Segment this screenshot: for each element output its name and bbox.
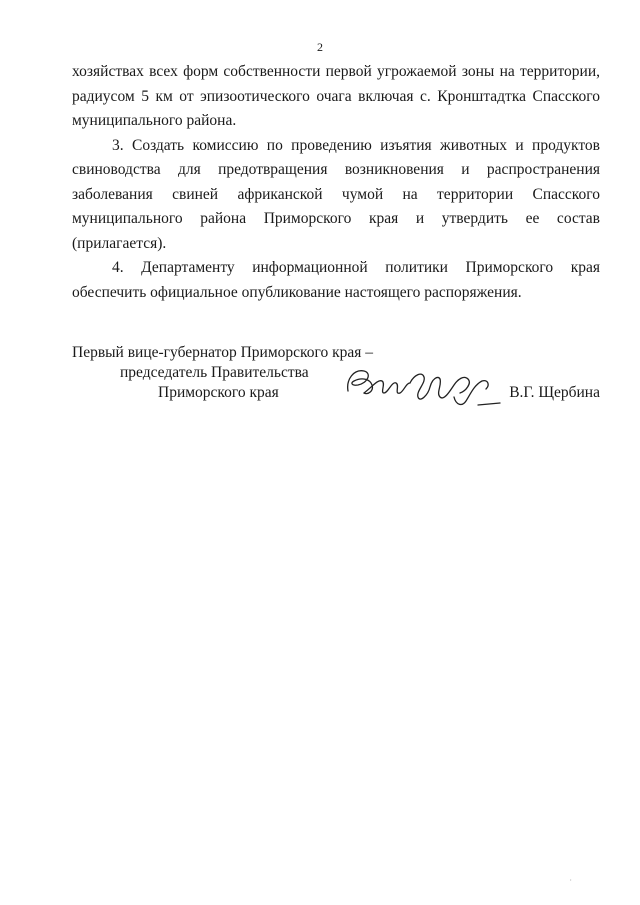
text-line: муниципального района. (72, 112, 237, 129)
text-line: свиноводства для предотвращения возникновения и распространения (72, 161, 600, 178)
signatory-name: В.Г. Щербина (509, 384, 600, 401)
paragraph-item-3 (72, 134, 600, 257)
handwritten-signature (342, 361, 502, 413)
text-line: заболевания свиней африканской чумой на территории Спасского (72, 185, 600, 203)
text-line: радиусом 5 км от эпизоотического очага включая с. Кронштадтка Спасского (72, 87, 600, 105)
text-line: 4. Департаменту информационной политики Приморского края (112, 259, 600, 276)
text-line: 3. Создать комиссию по проведению изъятия животных и продуктов (112, 136, 600, 154)
text-line: обеспечить официальное опубликование настоящего распоряжения. (72, 283, 522, 301)
page-number: 2 (317, 40, 323, 54)
corner-mark: · (569, 876, 572, 885)
text-line: хозяйствах всех форм собственности первой угрожаемой зоны на территории, (72, 63, 600, 80)
text-line: муниципального района Приморского края и утвердить ее состав (прилагается). (72, 210, 600, 252)
paragraph-continuation (72, 60, 600, 134)
signatory-title-line: Приморского края (158, 384, 279, 401)
signatory-title-line: Первый вице-губернатор Приморского края – (72, 344, 374, 361)
paragraph-item-4 (72, 256, 600, 305)
signatory-title-line: председатель Правительства (120, 364, 309, 381)
document-body (72, 60, 600, 305)
signature-block (72, 343, 600, 423)
